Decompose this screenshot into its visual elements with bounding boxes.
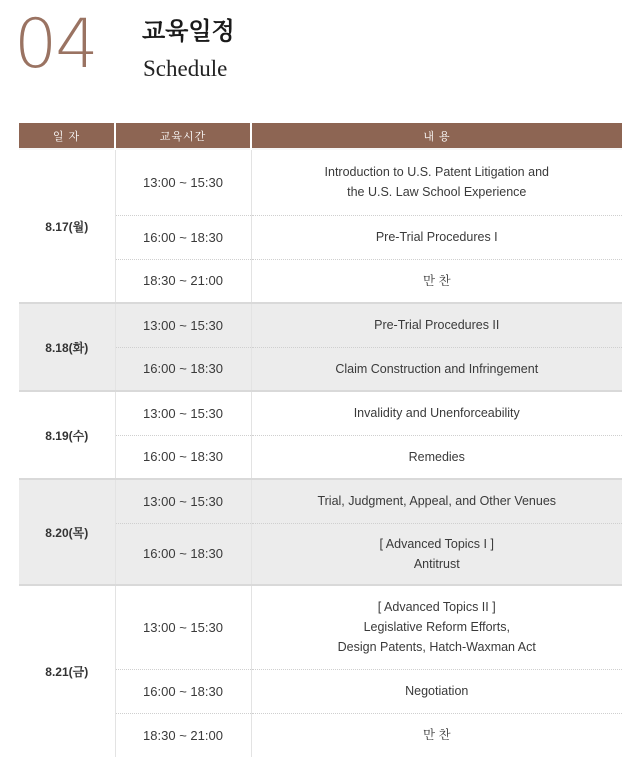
column-header-date: 일 자 (19, 123, 115, 149)
content-line: [ Advanced Topics I ] (379, 536, 494, 551)
content-line: Invalidity and Unenforceability (353, 406, 520, 421)
content-cell (251, 585, 622, 669)
time-cell: 16:00 ~ 18:30 (115, 435, 251, 479)
time-cell: 16:00 ~ 18:30 (115, 669, 251, 713)
content-line: 만 찬 (422, 728, 451, 743)
content-line: Introduction to U.S. Patent Litigation and (324, 165, 549, 180)
content-line: [ Advanced Topics II ] (377, 600, 496, 615)
content-line: 만 찬 (422, 273, 451, 288)
time-cell: 18:30 ~ 21:00 (115, 259, 251, 303)
time-cell: 13:00 ~ 15:30 (115, 149, 251, 215)
content-line: Negotiation (405, 684, 469, 698)
table-row (19, 303, 622, 347)
date-cell: 8.18(화) (19, 303, 115, 391)
date-cell: 8.21(금) (19, 585, 115, 757)
schedule-table (19, 123, 622, 757)
content-line: Pre-Trial Procedures I (375, 230, 498, 244)
time-cell: 16:00 ~ 18:30 (115, 215, 251, 259)
content-line: Remedies (408, 449, 465, 464)
content-cell (251, 303, 622, 347)
column-header-time: 교육시간 (115, 123, 251, 149)
content-line: Design Patents, Hatch-Waxman Act (337, 640, 536, 655)
content-line: Claim Construction and Infringement (335, 361, 539, 376)
table-row (19, 149, 622, 215)
content-cell (251, 347, 622, 391)
table-row (19, 391, 622, 435)
content-cell (251, 215, 622, 259)
content-cell (251, 523, 622, 585)
date-cell: 8.19(수) (19, 391, 115, 479)
content-cell (251, 479, 622, 523)
section-title-english: Schedule (143, 56, 228, 81)
content-line: Antitrust (413, 556, 460, 571)
schedule-table-body (19, 149, 622, 757)
content-line: Pre-Trial Procedures II (374, 318, 500, 333)
time-cell: 13:00 ~ 15:30 (115, 303, 251, 347)
content-line: the U.S. Law School Experience (347, 185, 527, 200)
content-cell (251, 713, 622, 757)
content-cell (251, 435, 622, 479)
time-cell: 16:00 ~ 18:30 (115, 523, 251, 585)
column-header-content: 내 용 (251, 123, 622, 149)
content-line: Trial, Judgment, Appeal, and Other Venues (317, 494, 557, 509)
table-row (19, 479, 622, 523)
content-cell (251, 149, 622, 215)
content-cell (251, 391, 622, 435)
section-title-korean: 교육일정 (142, 17, 235, 45)
date-cell: 8.20(목) (19, 479, 115, 585)
time-cell: 13:00 ~ 15:30 (115, 479, 251, 523)
page-header (0, 0, 637, 110)
content-cell (251, 259, 622, 303)
time-cell: 13:00 ~ 15:30 (115, 391, 251, 435)
content-line: Legislative Reform Efforts, (363, 620, 510, 635)
schedule-table-header (19, 123, 622, 149)
content-cell (251, 669, 622, 713)
date-cell: 8.17(월) (19, 149, 115, 303)
time-cell: 16:00 ~ 18:30 (115, 347, 251, 391)
section-number: 04 (14, 5, 97, 84)
time-cell: 18:30 ~ 21:00 (115, 713, 251, 757)
table-row (19, 585, 622, 669)
time-cell: 13:00 ~ 15:30 (115, 585, 251, 669)
